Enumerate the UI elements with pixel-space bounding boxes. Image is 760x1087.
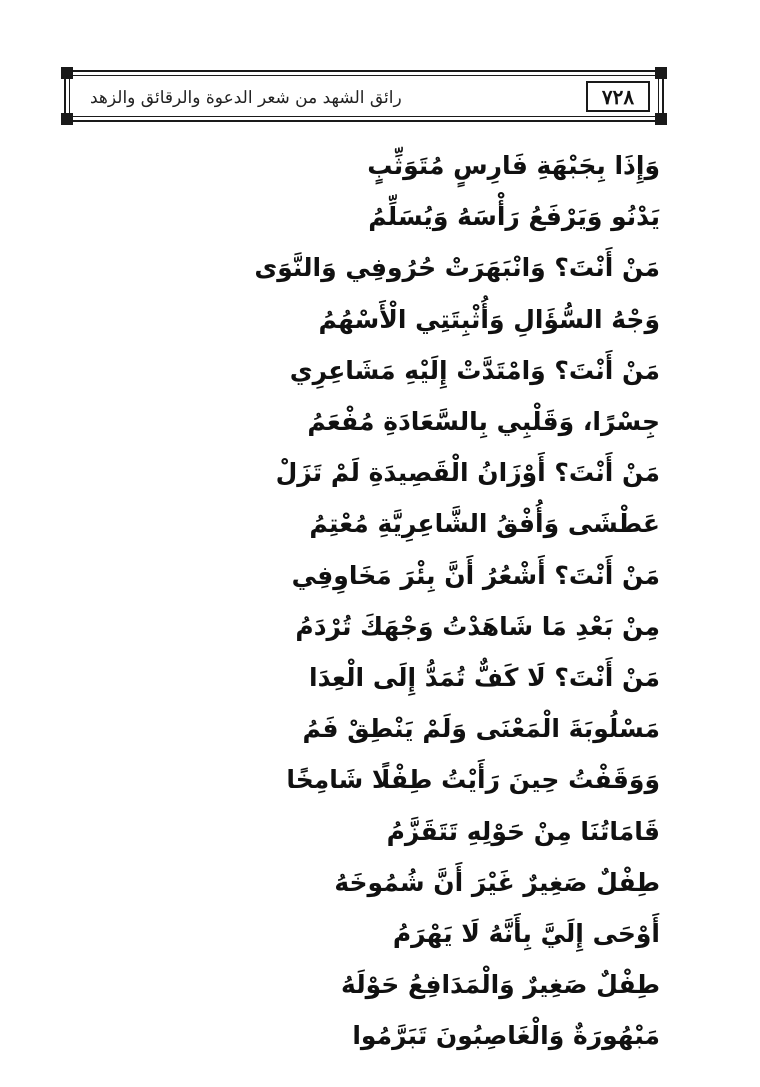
poem-line: مَنْ أَنْتَ؟ لَا كَفٌّ تُمَدُّ إِلَى الْعِدَا [309, 662, 660, 692]
corner-ornament [61, 67, 73, 79]
poem-line: جِسْرًا، وَقَلْبِي بِالسَّعَادَةِ مُفْعَمُ [307, 407, 660, 437]
poem-line: مَنْ أَنْتَ؟ وَانْبَهَرَتْ حُرُوفِي وَالنَّوَى [254, 253, 660, 283]
running-title: رائق الشهد من شعر الدعوة والرقائق والزهد [90, 88, 402, 108]
poem-line: مَنْ أَنْتَ؟ أَوْزَانُ الْقَصِيدَةِ لَمْ تَزَلْ [275, 458, 660, 488]
poem-line: قَامَاتُنَا مِنْ حَوْلِهِ تَتَقَزَّمُ [386, 816, 660, 846]
poem-line: عَطْشَى وَأُفْقُ الشَّاعِرِيَّةِ مُعْتِمُ [309, 509, 660, 539]
poem-line: وَوَقَفْتُ حِينَ رَأَيْتُ طِفْلًا شَامِخًا [286, 765, 660, 795]
poem-line: وَجْهُ السُّؤَالِ وَأُثْبِتَتِي الْأَسْهُمُ [318, 304, 660, 334]
poem-line: طِفْلٌ صَغِيرٌ غَيْرَ أَنَّ شُمُوخَهُ [334, 867, 660, 897]
poem-line: طِفْلٌ صَغِيرٌ وَالْمَدَافِعُ حَوْلَهُ [341, 970, 660, 1000]
poem-line: وَإِذَا بِجَبْهَةِ فَارِسٍ مُتَوَثِّبٍ [367, 151, 660, 181]
poem-line: أَوْحَى إِلَيَّ بِأَنَّهُ لَا يَهْرَمُ [392, 918, 660, 948]
poem-line: مَسْلُوبَةَ الْمَعْنَى وَلَمْ يَنْطِقْ فَمُ [302, 714, 660, 744]
poem-line: مِنْ بَعْدِ مَا شَاهَدْتُ وَجْهَكَ تُرْدَمُ [295, 611, 660, 641]
poem-line: مَنْ أَنْتَ؟ أَشْعُرُ أَنَّ بِئْرَ مَخَاوِفِي [291, 560, 660, 590]
page-header [64, 70, 664, 122]
poem-line: يَدْنُو وَيَرْفَعُ رَأْسَهُ وَيُسَلِّمُ [368, 202, 660, 232]
poem-line: مَبْهُورَةٌ وَالْغَاصِبُونَ تَبَرَّمُوا [352, 1021, 660, 1051]
corner-ornament [655, 67, 667, 79]
poem-line: مَنْ أَنْتَ؟ وَامْتَدَّتْ إِلَيْهِ مَشَاعِرِي [289, 355, 660, 385]
page-number: ٧٢٨ [586, 81, 650, 112]
poem-body [80, 140, 660, 1061]
corner-ornament [655, 113, 667, 125]
corner-ornament [61, 113, 73, 125]
